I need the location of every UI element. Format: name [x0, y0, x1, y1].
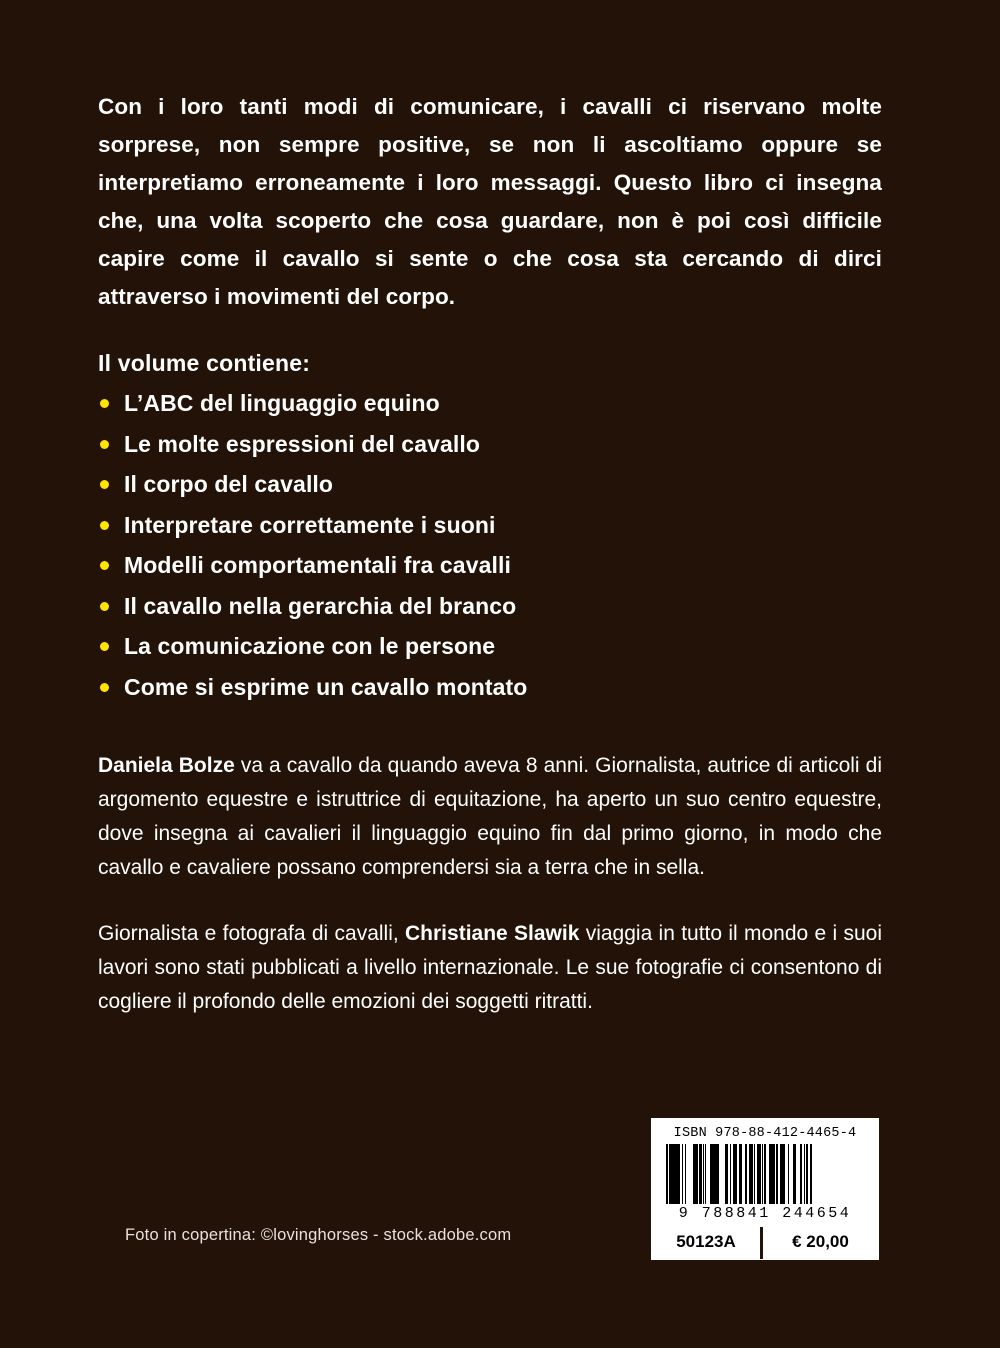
list-item: Il corpo del cavallo [98, 464, 882, 505]
list-item: Modelli comportamentali fra cavalli [98, 545, 882, 586]
list-item: Come si esprime un cavallo montato [98, 667, 882, 708]
author-bio [98, 749, 882, 885]
list-item: Il cavallo nella gerarchia del branco [98, 586, 882, 627]
list-item: L’ABC del linguaggio equino [98, 383, 882, 424]
photographer-bio-prefix: Giornalista e fotografa di cavalli, [98, 922, 406, 945]
photographer-bio [98, 917, 882, 1019]
photo-credit: Foto in copertina: ©lovinghorses - stock.adobe.com [125, 1226, 512, 1244]
price-label: € 20,00 [763, 1227, 878, 1259]
price-row [652, 1226, 878, 1259]
internal-code: 50123A [652, 1227, 763, 1259]
list-item: La comunicazione con le persone [98, 626, 882, 667]
list-item: Le molte espressioni del cavallo [98, 424, 882, 465]
contents-list [98, 383, 882, 707]
isbn-label: ISBN 978-88-412-4465-4 [673, 1126, 857, 1141]
barcode-block [651, 1118, 879, 1260]
back-cover-content [98, 88, 882, 1019]
blurb-paragraph: Con i loro tanti modi di comunicare, i cavalli ci riservano molte sorprese, non sempre positive, se non li ascoltiamo oppure se interpretiamo erroneamente i loro messaggi. Questo libro ci insegna che, una volta scoperto che cosa guardare, non è poi così difficile capire come il cavallo si sente o che cosa sta cercando di dirci attraverso i movimenti del corpo. [98, 94, 882, 309]
barcode-bars [666, 1144, 864, 1204]
photographer-bio-suffix: viaggia in tutto il mondo e i suoi lavori sono stati pubblicati a livello internazionale. Le sue fotografie ci consentono di cogliere il profondo delle emozioni dei soggetti ritratti. [98, 922, 882, 1013]
author-bio-text: va a cavallo da quando aveva 8 anni. Giornalista, autrice di articoli di argomento equestre e istruttrice di equitazione, ha aperto un suo centro equestre, dove insegna ai cavalieri il linguaggio equino fin dal primo giorno, in modo che cavallo e cavaliere possano comprendersi sia a terra che in sella. [98, 754, 882, 879]
list-item: Interpretare correttamente i suoni [98, 505, 882, 546]
author-name: Daniela Bolze [98, 754, 235, 777]
contents-heading: Il volume contiene: [98, 350, 311, 376]
photographer-name: Christiane Slawik [405, 922, 580, 945]
barcode-digits: 9 788841 244654 [678, 1205, 852, 1222]
